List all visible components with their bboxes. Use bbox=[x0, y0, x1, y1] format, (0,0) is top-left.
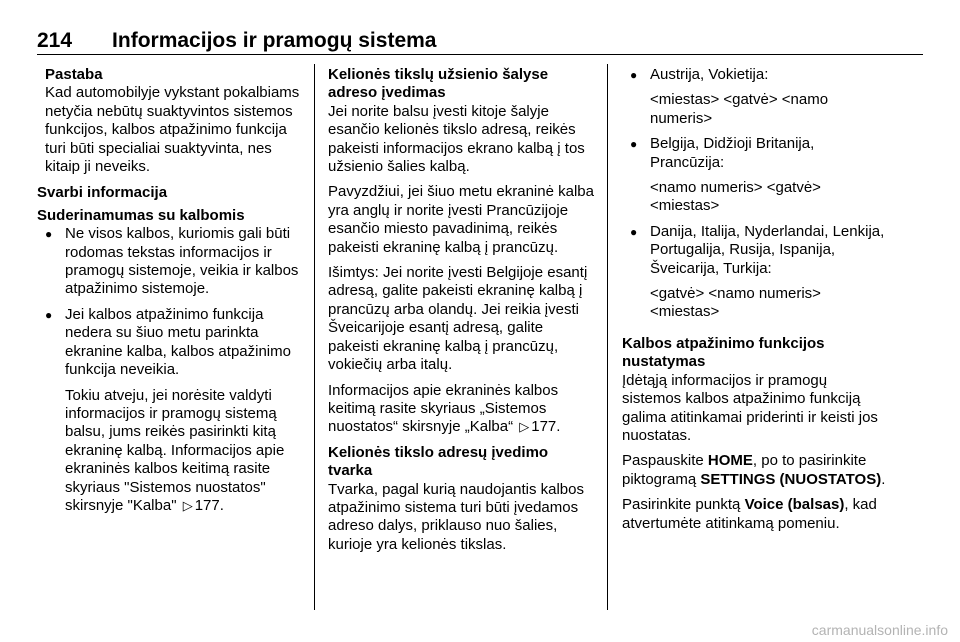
page-reference[interactable]: 177. bbox=[194, 496, 224, 514]
address-format: <gatvė> <namo numeris> <miestas> bbox=[650, 285, 821, 321]
page-number: 214 bbox=[37, 29, 73, 52]
subheading: Kelionės tikslo adresų įvedimo tvarka bbox=[328, 443, 549, 480]
page-reference-icon[interactable]: ▷ bbox=[182, 497, 193, 513]
section-heading: Svarbi informacija bbox=[37, 184, 168, 202]
paragraph: Informacijos apie ekraninės kalbos keitimą rasite skyriaus „Sistemos nuostatos“ skirsnyje „Kalba“ ▷ 177. bbox=[328, 381, 561, 436]
paragraph: Pasirinkite punktą Voice (balsas), kad atvertumėte atitinkamą pomeniu. bbox=[622, 496, 877, 532]
bullet-text: ● Ne visos kalbos, kuriomis gali būti rodomas tekstas informacijos ir pramogų sistemoje, veikia ir kalbos atpažinimo sistemoje. bbox=[65, 225, 299, 298]
bullet-text: ● Danija, Italija, Nyderlandai, Lenkija, Portugalija, Rusija, Ispanija, Šveicarija, Turkija: bbox=[650, 222, 885, 277]
watermark: carmanualsonline.info bbox=[811, 622, 948, 638]
list-item bbox=[622, 66, 888, 128]
paragraph: Tvarka, pagal kurią naudojantis kalbos atpažinimo sistema turi būti įvedamos adreso dalys, priklauso nuo šalies, kurioje yra kelionės tikslas. bbox=[328, 480, 584, 553]
note-text: Kad automobilyje vykstant pokalbiams netyčia nebūtų suaktyvintos sistemos funkcijos, kalbos atpažinimo funkcija turi būti specialiai suaktyvinta, nes kitaip ji neveiks. bbox=[45, 84, 300, 176]
paragraph: Jei norite balsu įvesti kitoje šalyje esančio kelionės tikslo adresą, reikės pakeisti informacijos ekrano kalbą į tos užsienio šalies kalbą. bbox=[328, 102, 585, 176]
note-title: Pastaba bbox=[45, 66, 103, 83]
page-header bbox=[37, 28, 923, 55]
paragraph: Paspauskite HOME, po to pasirinkite piktogramą SETTINGS (NUOSTATOS). bbox=[622, 452, 886, 488]
list-item bbox=[37, 225, 303, 299]
voice-menu-label: Voice (balsas) bbox=[744, 496, 845, 514]
list-item bbox=[37, 306, 303, 515]
page-reference-icon[interactable]: ▷ bbox=[519, 419, 530, 435]
column-3 bbox=[622, 66, 888, 540]
bullet-text: ● Belgija, Didžioji Britanija, Prancūzija: bbox=[650, 135, 815, 171]
subheading: Kelionės tikslų užsienio šalyse adreso įvedimas bbox=[328, 66, 549, 102]
paragraph: Įdėtąją informacijos ir pramogų sistemos kalbos atpažinimo funkciją galima atitinkamai priderinti ir keisti jos nuostatas. bbox=[622, 371, 878, 444]
page-reference[interactable]: 177. bbox=[531, 418, 561, 436]
settings-label: SETTINGS (NUOSTATOS) bbox=[700, 470, 882, 488]
note-box bbox=[37, 66, 303, 176]
page-title: Informacijos ir pramogų sistema bbox=[112, 29, 437, 52]
list-item bbox=[622, 135, 888, 216]
bullet-subtext: Tokiu atveju, jei norėsite valdyti informacijos ir pramogų sistemą balsu, jums reikės pasirinkti kitą ekraninę kalbą. Informacijos apie ekraninės kalbos keitimą rasite skyriaus "Sistemos nuostatos" skirsnyje "Kalba" ▷ 177. bbox=[65, 386, 285, 514]
home-button-label: HOME bbox=[707, 452, 753, 470]
subheading: Kalbos atpažinimo funkcijos nustatymas bbox=[622, 334, 825, 371]
bullet-list bbox=[37, 225, 303, 515]
paragraph: Pavyzdžiui, jei šiuo metu ekraninė kalba yra anglų ir norite įvesti Prancūzijoje esančio miesto pavadinimą, reikės pakeisti ekraninę kalbą į prancūzų. bbox=[328, 183, 594, 256]
column-divider bbox=[607, 64, 608, 610]
paragraph: Išimtys: Jei norite įvesti Belgijoje esantį adresą, galite pakeisti ekraninę kalbą į prancūzų arba olandų. Jei reikia įvesti Šveicarijoje esantį adresą, galite pakeisti ekraninę kalbą į prancūzų, vokiečių arba italų. bbox=[328, 264, 588, 374]
column-2 bbox=[328, 66, 596, 561]
subheading: Suderinamumas su kalbomis bbox=[37, 206, 245, 224]
column-divider bbox=[314, 64, 315, 610]
bullet-text: ● Austrija, Vokietija: bbox=[650, 66, 769, 83]
address-format: <namo numeris> <gatvė> <miestas> bbox=[650, 179, 821, 215]
bullet-text: ● Jei kalbos atpažinimo funkcija nedera su šiuo metu parinkta ekranine kalba, kalbos atpažinimo funkcija neveikia. bbox=[65, 305, 291, 379]
address-format: <miestas> <gatvė> <namo numeris> bbox=[650, 91, 829, 127]
column-1 bbox=[37, 66, 303, 522]
list-item bbox=[622, 223, 888, 322]
bullet-list bbox=[622, 66, 888, 322]
